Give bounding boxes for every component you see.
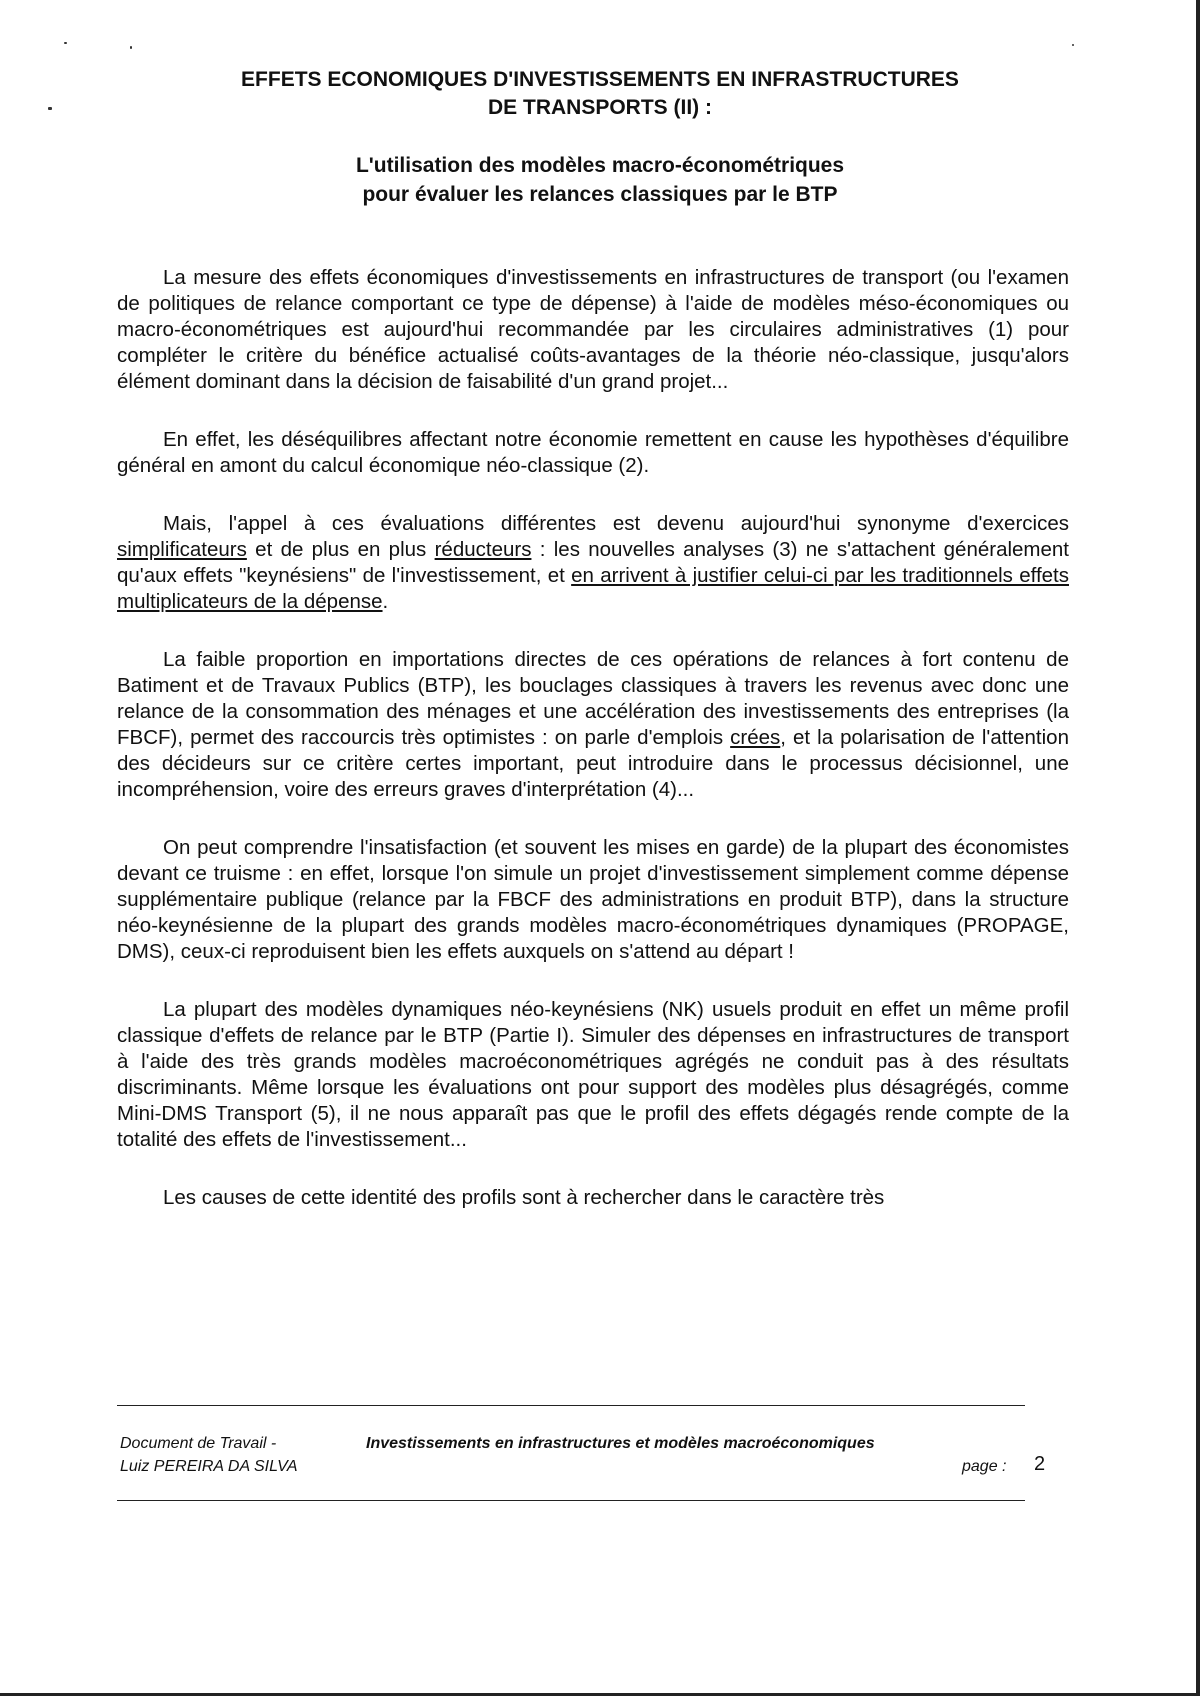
document-title	[150, 66, 1050, 122]
paragraph-3-text: : les nouvelles analyses (3) ne s'attachent généralement qu'aux effets "keynésiens" de l'investissement, et	[117, 538, 1069, 587]
footer-page-label: page :	[962, 1458, 1007, 1475]
footer-rule-bottom	[117, 1500, 1025, 1501]
document-subtitle	[150, 151, 1050, 209]
underlined-term: réducteurs	[434, 538, 532, 561]
scan-speck	[48, 107, 52, 110]
paragraph-6: La plupart des modèles dynamiques néo-keynésiens (NK) usuels produit en effet un même profil classique d'effets de relance par le BTP (Partie I). Simuler des dépenses en infrastructures de transport à l'aide des très grands modèles macroéconométriques agrégés ne conduit pas à des résultats discriminants. Même lorsque les évaluations ont pour support des modèles plus désagrégés, comme Mini-DMS Transport (5), il ne nous apparaît pas que le profil des effets dégagés rende compte de la totalité des effets de l'investissement...	[117, 998, 1069, 1151]
paragraph-7: Les causes de cette identité des profils sont à rechercher dans le caractère très	[163, 1186, 885, 1209]
footer-rule-top	[117, 1405, 1025, 1406]
scan-speck	[1072, 44, 1074, 46]
paragraph-3-text: .	[382, 590, 389, 613]
underlined-phrase: en arrivent à justifier celui-ci par les traditionnels effets multiplicateurs de la dépense	[117, 564, 1069, 613]
paragraph-3	[117, 511, 1069, 615]
footer-page-number: 2	[1034, 1453, 1046, 1475]
footer-running-title: Investissements en infrastructures et modèles macroéconomiques	[366, 1435, 875, 1452]
footer-left	[120, 1432, 298, 1478]
scan-speck	[130, 46, 132, 49]
subtitle-line-2: pour évaluer les relances classiques par le BTP	[362, 183, 838, 206]
paragraph-4-text: La faible proportion en importations directes de ces opérations de relances à fort contenu de Batiment et de Travaux Publics (BTP), les bouclages classiques à travers les revenus avec donc une relance de la consommation des ménages et une accélération des investissements des entreprises (la FBCF), permet des raccourcis très optimistes : on parle d'emplois	[117, 648, 1069, 749]
paragraph-4-text: , et la polarisation de l'attention des décideurs sur ce critère certes important, peut introduire dans le processus décisionnel, une incompréhension, voire des erreurs graves d'interprétation (4)...	[117, 726, 1069, 801]
paragraph-1: La mesure des effets économiques d'investissements en infrastructures de transport (ou l'examen de politiques de relance comportant ce type de dépense) à l'aide de modèles méso-économiques ou macro-économétriques est aujourd'hui recommandée par les circulaires administratives (1) pour compléter le critère du bénéfice actualisé coûts-avantages de la théorie néo-classique, jusqu'alors élément dominant dans la décision de faisabilité d'un grand projet...	[117, 266, 1069, 393]
subtitle-line-1: L'utilisation des modèles macro-économétriques	[355, 154, 845, 177]
paragraph-5: On peut comprendre l'insatisfaction (et souvent les mises en garde) de la plupart des économistes devant ce truisme : en effet, lorsque l'on simule un projet d'investissement simplement comme dépense supplémentaire publique (relance par la FBCF des administrations en produit BTP), dans la structure néo-keynésienne de la plupart des grands modèles macro-économétriques dynamiques (PROPAGE, DMS), ceux-ci reproduisent bien les effets auxquels on s'attend au départ !	[117, 836, 1069, 963]
title-line-2: DE TRANSPORTS (II) :	[488, 96, 712, 119]
footer-author: Luiz PEREIRA DA SILVA	[120, 1458, 298, 1475]
footer-doc-type: Document de Travail -	[120, 1435, 277, 1452]
paragraph-3-text: et de plus en plus	[246, 538, 435, 561]
paragraph-3-text: Mais, l'appel à ces évaluations différentes est devenu aujourd'hui synonyme d'exercices	[163, 512, 1069, 535]
underlined-term: simplificateurs	[117, 538, 247, 561]
paragraph-2: En effet, les déséquilibres affectant notre économie remettent en cause les hypothèses d'équilibre général en amont du calcul économique néo-classique (2).	[117, 428, 1069, 477]
underlined-term: crées	[730, 726, 781, 749]
scan-speck	[64, 42, 67, 44]
document-body	[117, 265, 1069, 1243]
paragraph-4	[117, 647, 1069, 803]
scan-edge-right	[1196, 0, 1200, 1696]
title-line-1: EFFETS ECONOMIQUES D'INVESTISSEMENTS EN INFRASTRUCTURES	[241, 68, 959, 91]
